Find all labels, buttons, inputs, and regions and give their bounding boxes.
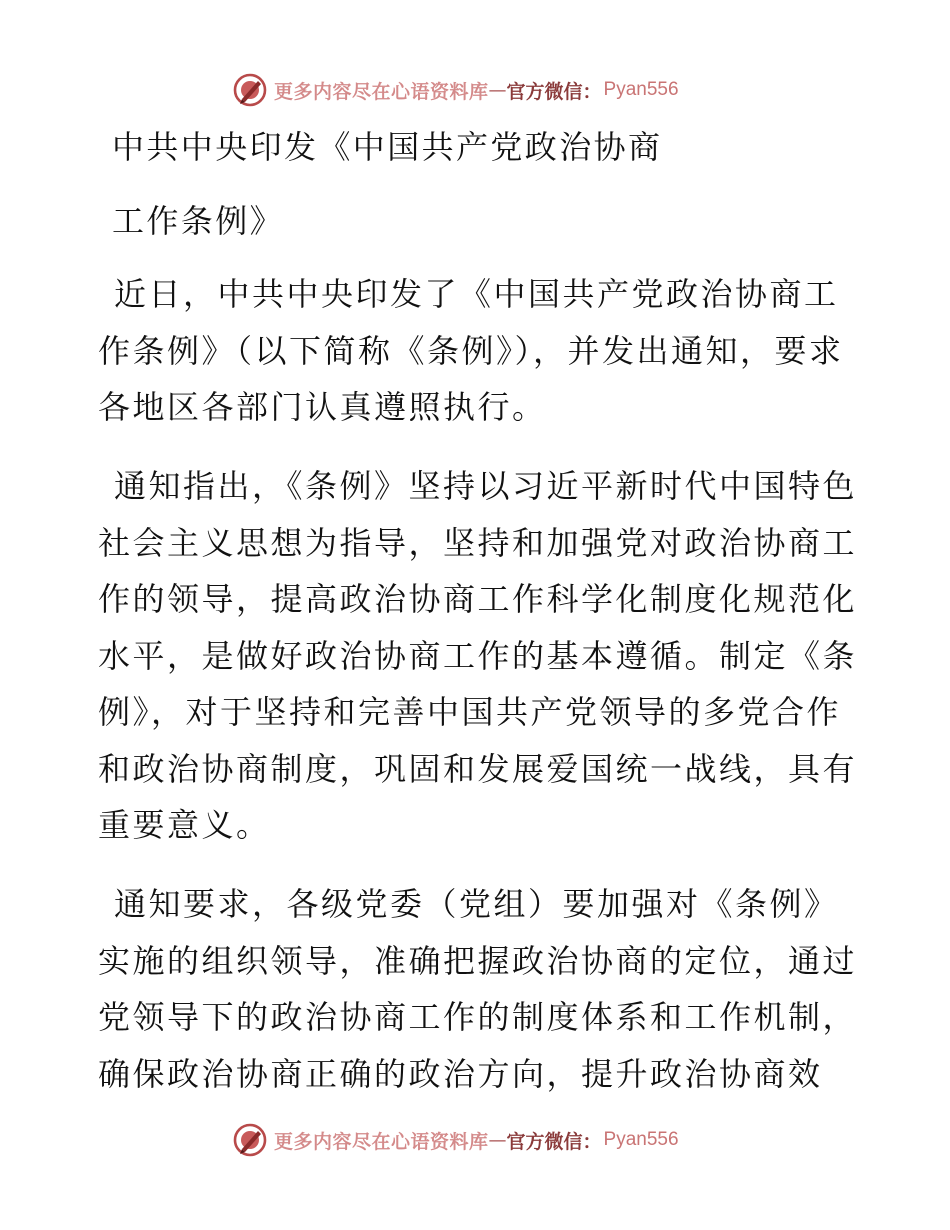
paragraph-intro: 近日，中共中央印发了《中国共产党政治协商工作条例》（以下简称《条例》），并发出通知，要求各地区各部门认真遵照执行。: [98, 275, 844, 426]
watermark-slogan: 更多内容尽在心语资料库: [274, 80, 489, 103]
document-title-line-1: 中共中央印发《中国共产党政治协商: [112, 128, 663, 166]
watermark-wechat-id: Pyan556: [603, 79, 679, 100]
pen-logo-icon: [232, 72, 268, 108]
watermark-header: [232, 70, 679, 110]
watermark-wechat-id: Pyan556: [603, 1129, 679, 1150]
paragraph-notice-requirements: 通知要求，各级党委（党组）要加强对《条例》实施的组织领导，准确把握政治协商的定位，通过党领导下的政治协商工作的制度体系和工作机制，确保政治协商正确的政治方向，提升政治协商效: [98, 885, 858, 1093]
watermark-official-label: 官方微信：: [506, 80, 602, 103]
watermark-dash: —: [488, 79, 507, 101]
watermark-footer: [232, 1120, 679, 1160]
pen-logo-icon: [232, 1122, 268, 1158]
watermark-official-label: 官方微信：: [506, 1130, 602, 1153]
paragraph-notice-points: 通知指出，《条例》坚持以习近平新时代中国特色社会主义思想为指导，坚持和加强党对政治协商工作的领导，提高政治协商工作科学化制度化规范化水平，是做好政治协商工作的基本遵循。制定《条例》，对于坚持和完善中国共产党领导的多党合作和政治协商制度，巩固和发展爱国统一战线，具有重要意义。: [98, 467, 858, 844]
watermark-slogan: 更多内容尽在心语资料库: [274, 1130, 489, 1153]
watermark-dash: —: [488, 1129, 507, 1151]
document-title-line-2: 工作条例》: [112, 202, 285, 240]
